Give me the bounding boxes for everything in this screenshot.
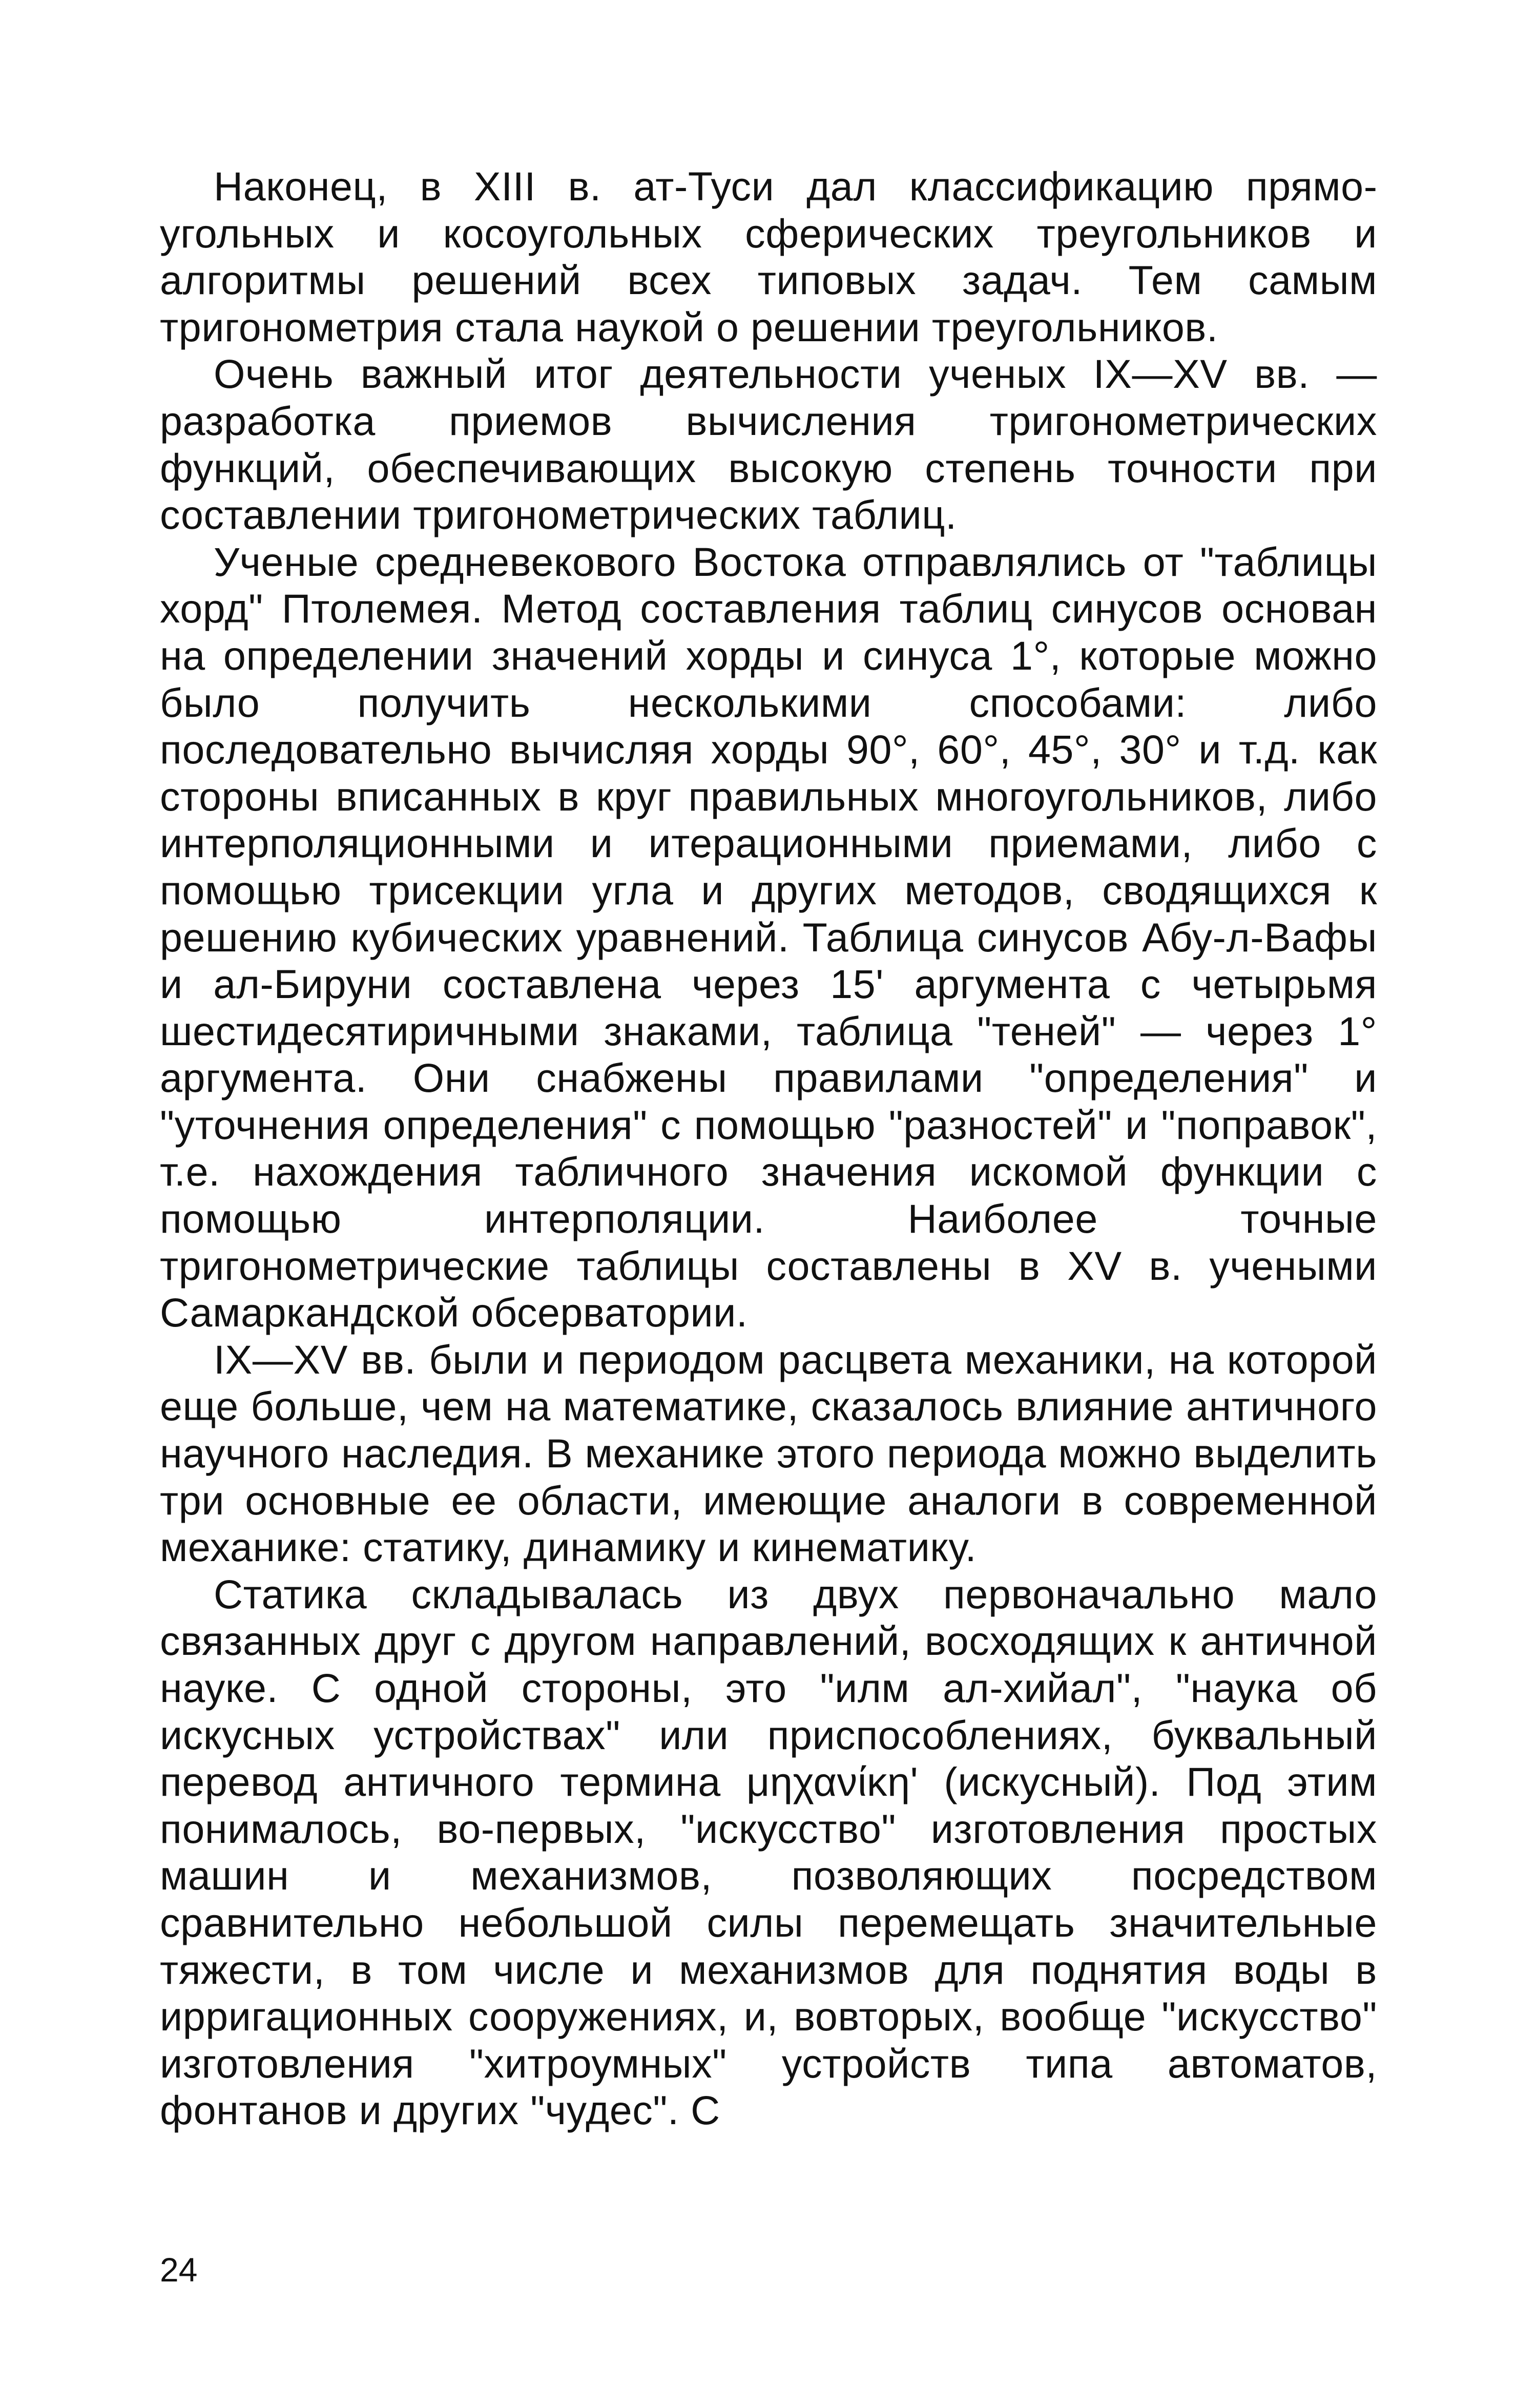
- paragraph-1: Наконец, в XIII в. ат-Туси дал классификацию прямоугольных и косоугольных сферических треугольников и алгоритмы решений всех типовых задач. Тем самым тригонометрия стала наукой о решении треугольников.: [160, 163, 1377, 350]
- body-text: [160, 163, 1377, 2134]
- paragraph-2: Очень важный итог деятельности ученых IX—XV вв. — разработка приемов вычисления тригонометрических функций, обеспечивающих высокую степень точности при составлении тригонометрических таблиц.: [160, 351, 1377, 538]
- paragraph-5: Статика складывалась из двух первоначально мало связанных друг с другом направлений, восходящих к античной науке. С одной стороны, это "илм ал-хийал", "наука об искусных устройствах" или приспособлениях, буквальный перевод античного термина μηχανίκη' (искусный). Под этим понималось, во-первых, "искусство" изготовления простых машин и механизмов, позволяющих посредством сравнительно небольшой силы перемещать значительные тяжести, в том числе и механизмов для поднятия воды в ирригационных сооружениях, и, вовторых, вообще "искусство" изготовления "хитроумных" устройств типа автоматов, фонтанов и других "чудес". С: [160, 1571, 1377, 2133]
- page-number: 24: [160, 2251, 198, 2289]
- paragraph-4: IX—XV вв. были и периодом расцвета механики, на которой еще больше, чем на математике, сказалось влияние античного научного наследия. В механике этого периода можно выделить три основные ее области, имеющие аналоги в современной механике: статику, динамику и кинематику.: [160, 1336, 1377, 1570]
- paragraph-3: Ученые средневекового Востока отправлялись от "таблицы хорд" Птолемея. Метод составления таблиц синусов основан на определении значений хорды и синуса 1°, которые можно было получить несколькими способами: либо последовательно вычисляя хорды 90°, 60°, 45°, 30° и т.д. как стороны вписанных в круг правильных многоугольников, либо интерполяционными и итерационными приемами, либо с помощью трисекции угла и других методов, сводящихся к решению кубических уравнений. Таблица синусов Абу-л-Вафы и ал-Бируни составлена через 15' аргумента с четырьмя шестидесятиричными знаками, таблица "теней" — через 1° аргумента. Они снабжены правилами "определения" и "уточнения определения" с помощью "разностей" и "поправок", т.е. нахождения табличного значения искомой функции с помощью интерполяции. Наиболее точные тригонометрические таблицы составлены в XV в. учеными Самаркандской обсерватории.: [160, 538, 1377, 1336]
